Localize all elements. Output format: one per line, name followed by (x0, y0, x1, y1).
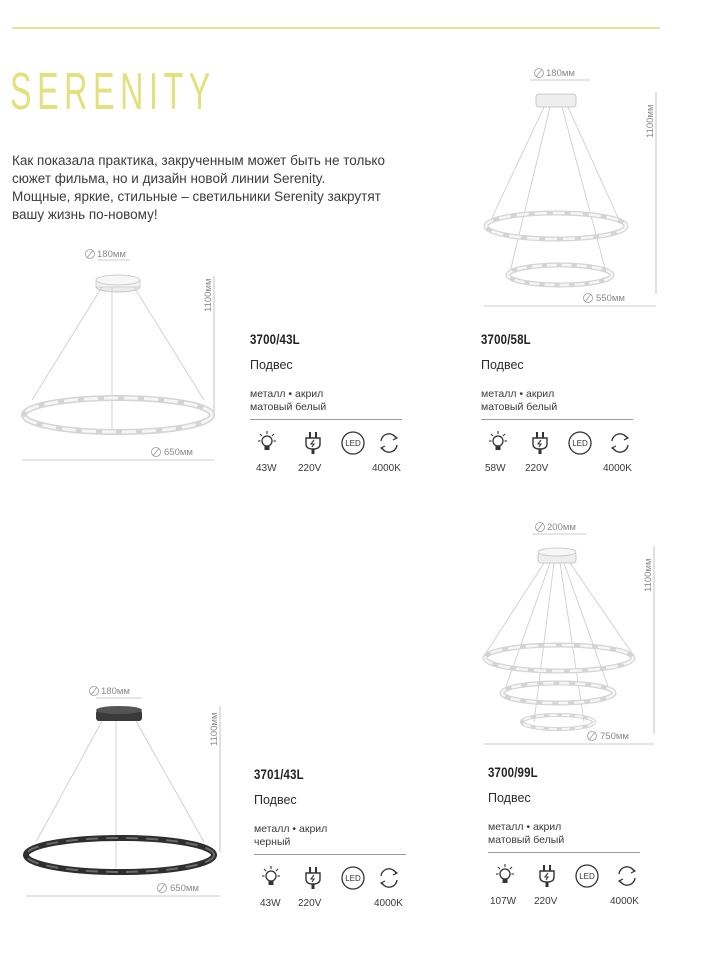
product-type: Подвес (254, 793, 297, 807)
diameter-dimension: 750мм (600, 731, 629, 742)
led-icon (340, 865, 366, 891)
product-type: Подвес (250, 358, 293, 372)
rotate-icon (376, 430, 402, 456)
diameter-dimension: 650мм (170, 883, 199, 894)
led-label: LED (572, 439, 588, 448)
led-label: LED (345, 874, 361, 883)
spec-divider (488, 852, 640, 853)
product-type: Подвес (481, 358, 524, 372)
material-line: металл • акрил (481, 388, 555, 400)
color-temp-value: 4000K (374, 898, 403, 909)
bulb-icon (485, 430, 511, 456)
product-code: 3700/43L (250, 331, 300, 347)
power-value: 107W (490, 896, 517, 907)
intro-line: Мощные, яркие, стильные – светильники Serenity закрутят (12, 189, 381, 204)
rotate-icon (614, 863, 640, 889)
voltage-value: 220V (525, 463, 549, 474)
rotate-icon (607, 430, 633, 456)
canopy-dimension: 180мм (97, 249, 126, 260)
diameter-dimension: 650мм (164, 447, 193, 458)
product-material (488, 821, 648, 849)
led-icon (574, 863, 600, 889)
intro-line: Как показала практика, закрученным может быть не только (12, 153, 385, 168)
product-code: 3700/99L (488, 764, 538, 780)
spec-divider (481, 419, 633, 420)
rotate-icon (376, 865, 402, 891)
product-code: 3701/43L (254, 766, 304, 782)
diameter-dimension: 550мм (596, 293, 625, 304)
color-temp-value: 4000K (603, 463, 632, 474)
lamp-illustration-3701-43l (14, 680, 236, 905)
spec-icons (481, 426, 641, 478)
height-dimension: 1100мм (643, 558, 654, 592)
voltage-value: 220V (298, 463, 322, 474)
power-value: 43W (260, 898, 281, 909)
plug-icon (300, 430, 326, 456)
spec-icons (254, 861, 414, 913)
canopy-dimension: 180мм (546, 68, 575, 79)
finish-line: матовый белый (250, 401, 327, 413)
led-label: LED (345, 439, 361, 448)
bulb-icon (492, 863, 518, 889)
canopy-dimension: 180мм (101, 686, 130, 697)
lamp-illustration-3700-58l (470, 62, 670, 312)
spec-divider (254, 854, 406, 855)
color-temp-value: 4000K (610, 896, 639, 907)
power-value: 58W (485, 463, 506, 474)
voltage-value: 220V (298, 898, 322, 909)
spec-divider (250, 419, 402, 420)
intro-line: вашу жизнь по-новому! (12, 207, 158, 222)
product-card-3700-99l (488, 764, 648, 911)
height-dimension: 1100мм (203, 278, 214, 312)
product-material (254, 823, 414, 851)
intro-text (12, 152, 412, 224)
plug-icon (534, 863, 560, 889)
voltage-value: 220V (534, 896, 558, 907)
product-card-3701-43l (254, 766, 414, 913)
brand-title: SERENITY (10, 63, 216, 121)
bulb-icon (254, 430, 280, 456)
product-code: 3700/58L (481, 331, 531, 347)
product-card-3700-43l (250, 331, 410, 478)
led-icon (567, 430, 593, 456)
material-line: металл • акрил (250, 388, 324, 400)
material-line: металл • акрил (488, 821, 562, 833)
lamp-illustration-3700-43l (10, 240, 230, 470)
bulb-icon (258, 865, 284, 891)
material-line: металл • акрил (254, 823, 328, 835)
led-icon (340, 430, 366, 456)
height-dimension: 1100мм (645, 104, 656, 138)
color-temp-value: 4000K (372, 463, 401, 474)
finish-line: матовый белый (488, 834, 565, 846)
height-dimension: 1100мм (209, 712, 220, 746)
canopy-dimension: 200мм (547, 522, 576, 533)
spec-icons (250, 426, 410, 478)
top-divider (12, 27, 660, 29)
led-label: LED (579, 872, 595, 881)
product-type: Подвес (488, 791, 531, 805)
product-card-3700-58l (481, 331, 641, 478)
finish-line: матовый белый (481, 401, 558, 413)
product-material (250, 388, 410, 416)
plug-icon (300, 865, 326, 891)
product-material (481, 388, 641, 416)
power-value: 43W (256, 463, 277, 474)
intro-line: сюжет фильма, но и дизайн новой линии Serenity. (12, 171, 326, 186)
plug-icon (527, 430, 553, 456)
spec-icons (488, 859, 648, 911)
finish-line: черный (254, 836, 291, 848)
lamp-illustration-3700-99l (474, 516, 670, 752)
